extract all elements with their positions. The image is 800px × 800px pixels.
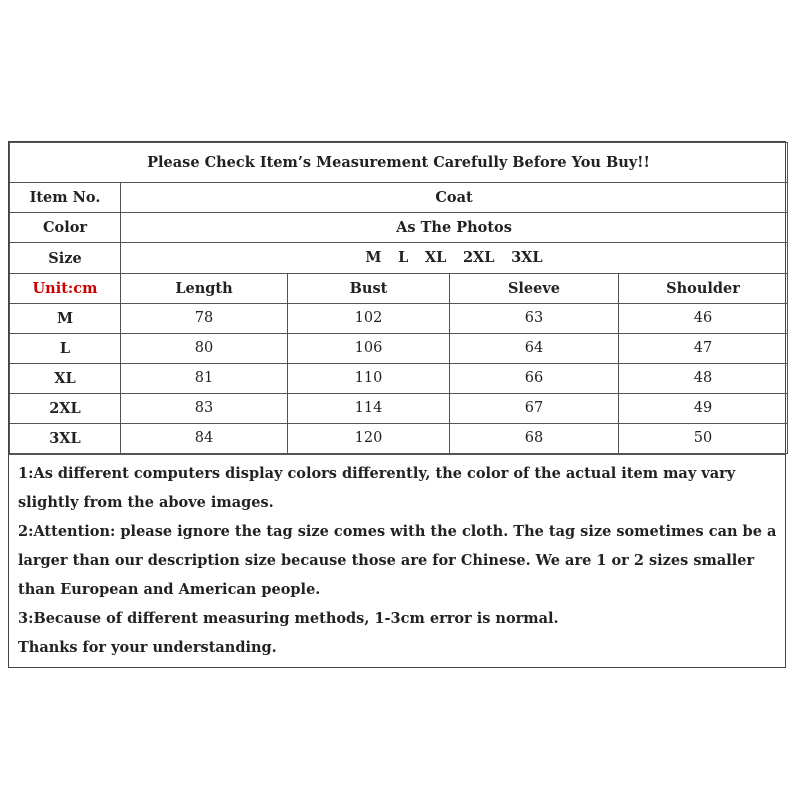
note-colors: 1:As different computers display colors differently, the color of the actual item may vary slightly from the above images.	[18, 465, 736, 511]
row-size: L	[10, 334, 121, 364]
table-row	[10, 394, 788, 424]
row-size: 3XL	[10, 424, 121, 454]
cell-bust: 120	[288, 424, 450, 454]
color-label: Color	[10, 213, 121, 243]
note-measuring: 3:Because of different measuring methods, 1-3cm error is normal.	[18, 610, 559, 627]
note-tag-size: 2:Attention: please ignore the tag size comes with the cloth. The tag size sometimes can be a larger than our description size because those are for Chinese. We are 1 or 2 sizes smaller than European and American people.	[18, 523, 777, 598]
cell-bust: 102	[288, 304, 450, 334]
size-option: 2XL	[462, 249, 495, 266]
cell-bust: 110	[288, 364, 450, 394]
item-no-value: Coat	[121, 183, 788, 213]
row-size: 2XL	[10, 394, 121, 424]
cell-shoulder: 50	[619, 424, 788, 454]
cell-sleeve: 66	[450, 364, 619, 394]
table-row	[10, 364, 788, 394]
table-row	[10, 304, 788, 334]
table-row	[10, 334, 788, 364]
notes-section	[9, 454, 785, 667]
cell-bust: 106	[288, 334, 450, 364]
row-size: M	[10, 304, 121, 334]
size-option: M	[365, 249, 382, 266]
cell-sleeve: 67	[450, 394, 619, 424]
size-label: Size	[10, 243, 121, 274]
column-header: Shoulder	[619, 274, 788, 304]
column-header: Sleeve	[450, 274, 619, 304]
cell-length: 84	[121, 424, 288, 454]
table-title: Please Check Item’s Measurement Carefully Before You Buy!!	[10, 143, 788, 183]
cell-length: 78	[121, 304, 288, 334]
cell-length: 83	[121, 394, 288, 424]
size-chart	[8, 141, 786, 668]
row-size: XL	[10, 364, 121, 394]
cell-shoulder: 49	[619, 394, 788, 424]
column-header: Length	[121, 274, 288, 304]
cell-shoulder: 47	[619, 334, 788, 364]
cell-length: 81	[121, 364, 288, 394]
cell-length: 80	[121, 334, 288, 364]
unit-label: Unit:cm	[10, 274, 121, 304]
cell-shoulder: 46	[619, 304, 788, 334]
column-header: Bust	[288, 274, 450, 304]
item-no-label: Item No.	[10, 183, 121, 213]
color-value: As The Photos	[121, 213, 788, 243]
cell-shoulder: 48	[619, 364, 788, 394]
cell-bust: 114	[288, 394, 450, 424]
size-values	[121, 243, 788, 274]
size-option: XL	[424, 249, 447, 266]
note-thanks: Thanks for your understanding.	[18, 639, 277, 656]
cell-sleeve: 63	[450, 304, 619, 334]
cell-sleeve: 64	[450, 334, 619, 364]
size-option: 3XL	[511, 249, 543, 266]
measurement-table	[9, 142, 788, 454]
cell-sleeve: 68	[450, 424, 619, 454]
table-row	[10, 424, 788, 454]
size-option: L	[398, 249, 409, 266]
